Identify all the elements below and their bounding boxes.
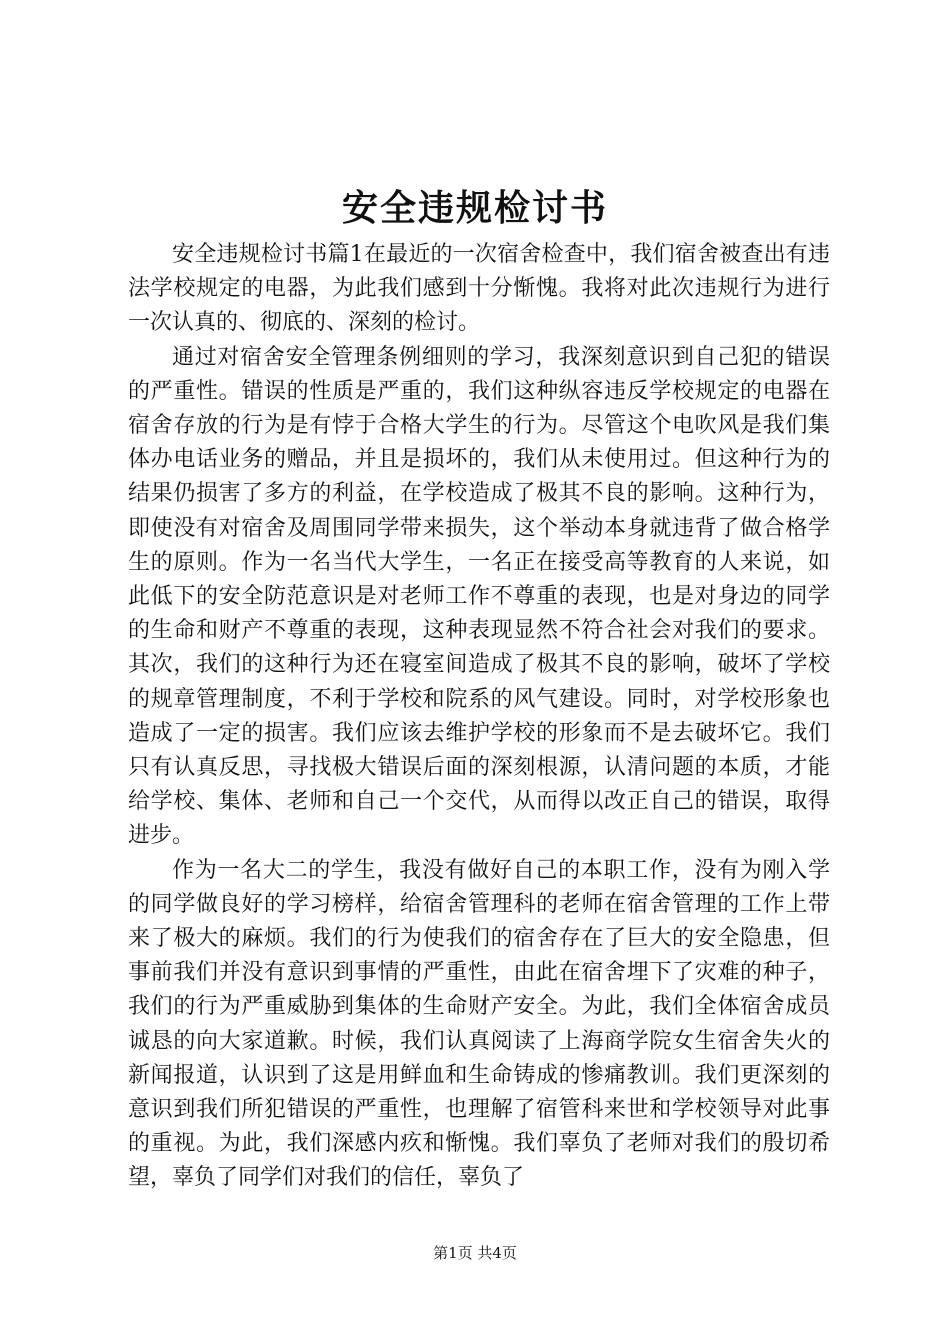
paragraph-1: 安全违规检讨书篇1在最近的一次宿舍检查中，我们宿舍被查出有违法学校规定的电器，为此我们感到十分惭愧。我将对此次违规行为进行一次认真的、彻底的、深刻的检讨。 — [128, 242, 830, 336]
page-footer: 第1页 共4页 — [433, 1244, 517, 1262]
paragraph-3: 作为一名大二的学生，我没有做好自己的本职工作，没有为刚入学的同学做良好的学习榜样，给宿舍管理科的老师在宿舍管理的工作上带来了极大的麻烦。我们的行为使我们的宿舍存在了巨大的安全隐患，但事前我们并没有意识到事情的严重性，由此在宿舍埋下了灾难的种子，我们的行为严重威胁到集体的生命财产安全。为此，我们全体宿舍成员诚恳的向大家道歉。时候，我们认真阅读了上海商学院女生宿舍失火的新闻报道，认识到了这是用鲜血和生命铸成的惨痛教训。我们更深刻的意识到我们所犯错误的严重性，也理解了宿管科来世和学校领导对此事的重视。为此，我们深感内疚和惭愧。我们辜负了老师对我们的殷切希望，辜负了同学们对我们的信任，辜负了 — [128, 857, 830, 1191]
document-body — [128, 238, 830, 1196]
paragraph-2: 通过对宿舍安全管理条例细则的学习，我深刻意识到自己犯的错误的严重性。错误的性质是严重的，我们这种纵容违反学校规定的电器在宿舍存放的行为是有悖于合格大学生的行为。尽管这个电吹风是我们集体办电话业务的赠品，并且是损坏的，我们从未使用过。但这种行为的结果仍损害了多方的利益，在学校造成了极其不良的影响。这种行为，即使没有对宿舍及周围同学带来损失，这个举动本身就违背了做合格学生的原则。作为一名当代大学生，一名正在接受高等教育的人来说，如此低下的安全防范意识是对老师工作不尊重的表现，也是对身边的同学的生命和财产不尊重的表现，这种表现显然不符合社会对我们的要求。其次，我们的这种行为还在寝室间造成了极其不良的影响，破坏了学校的规章管理制度，不利于学校和院系的风气建设。同时，对学校形象也造成了一定的损害。我们应该去维护学校的形象而不是去破坏它。我们只有认真反思，寻找极大错误后面的深刻根源，认清问题的本质，才能给学校、集体、老师和自己一个交代，从而得以改正自己的错误，取得进步。 — [128, 344, 830, 849]
document-title: 安全违规检讨书 — [341, 187, 608, 229]
